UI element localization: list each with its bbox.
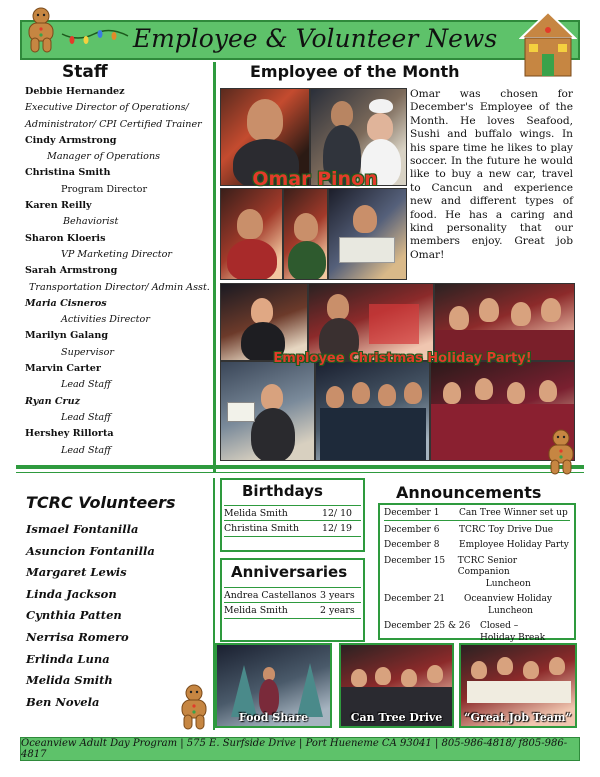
announcement-date: December 21 <box>384 594 446 604</box>
birthdays-heading: Birthdays <box>242 482 323 500</box>
staff-list <box>25 84 210 459</box>
table-row <box>224 587 361 603</box>
volunteer-name: Linda Jackson <box>26 586 117 601</box>
staff-name: Maria Cisneros <box>25 297 107 309</box>
party-photo <box>315 361 430 461</box>
employee-of-month-heading: Employee of the Month <box>250 62 460 81</box>
table-row <box>224 505 361 521</box>
staff-role: Transportation Director/ Admin Asst. <box>29 281 210 293</box>
announcement-date: December 8 <box>384 540 440 550</box>
announcement-event: TCRC Senior Companion <box>457 555 518 577</box>
staff-name: Marilyn Galang <box>25 330 109 342</box>
staff-role: Executive Director of Operations/ <box>25 102 189 114</box>
staff-name: Sarah Armstrong <box>25 265 118 277</box>
party-photo <box>220 283 308 361</box>
section-divider-thin <box>16 472 584 473</box>
birthday-date: 12/ 19 <box>322 523 352 534</box>
staff-role: Activities Director <box>61 314 150 326</box>
announcement-event-cont: Holiday Break <box>480 632 546 643</box>
volunteer-name: Asuncion Fontanilla <box>26 543 155 558</box>
anniversary-name: Andrea Castellanos <box>224 589 317 601</box>
announcement-event: TCRC Toy Drive Due <box>459 524 554 535</box>
omar-restaurant-photo <box>220 188 283 280</box>
announcement-date: December 1 <box>384 508 440 518</box>
party-photo-caption: Employee Christmas Holiday Party! <box>273 351 532 366</box>
omar-dining-photo <box>283 188 328 280</box>
footer-contact-text: Oceanview Adult Day Program | 575 E. Surfside Drive | Port Hueneme CA 93041 | 805-986-4818/ f805-986-4817 <box>21 738 568 760</box>
volunteer-name: Ben Novela <box>26 694 100 709</box>
staff-role: Supervisor <box>61 346 114 358</box>
employee-of-month-text: Omar was chosen for December's Employee of the Month. He loves Seafood, Sushi and buffalo wings. In his spare time he likes to play soccer. In the future he would like to buy a new car, travel to Cancun and experience new and different types of food. He has a caring and kind personality that our members enjoy. Great job Omar! <box>410 88 573 261</box>
anniversary-years: 2 years <box>320 605 355 616</box>
staff-name: Hershey Rillorta <box>25 428 114 440</box>
staff-name: Sharon Kloeris <box>25 232 106 244</box>
announcement-row <box>384 594 570 617</box>
staff-name: Debbie Hernandez <box>25 86 125 97</box>
staff-name: Marvin Carter <box>25 363 101 375</box>
announcement-date: December 25 & 26 <box>384 621 471 631</box>
staff-role: VP Marketing Director <box>61 248 172 260</box>
announcement-event-cont: Luncheon <box>485 578 531 589</box>
staff-heading: Staff <box>62 62 108 82</box>
announcements-heading: Announcements <box>396 483 542 502</box>
anniversary-name: Melida Smith <box>224 605 288 616</box>
volunteer-name: Cynthia Patten <box>26 608 122 623</box>
announcement-date: December 15 <box>384 555 446 566</box>
anniversaries-heading: Anniversaries <box>231 563 348 581</box>
gingerbread-man-icon <box>22 6 60 54</box>
birthday-name: Melida Smith <box>224 507 288 519</box>
gingerbread-house-icon <box>519 10 577 78</box>
table-row <box>224 521 361 537</box>
great-job-team-caption: “Great Job Team” <box>464 711 572 724</box>
staff-role: Lead Staff <box>61 444 111 456</box>
announcement-row <box>384 540 570 552</box>
birthday-date: 12/ 10 <box>322 507 352 519</box>
can-tree-drive-caption: Can Tree Drive <box>350 711 443 724</box>
announcement-date: December 6 <box>384 524 440 535</box>
volunteer-name: Margaret Lewis <box>26 565 127 580</box>
party-photo <box>434 283 575 361</box>
volunteer-name: Nerrisa Romero <box>26 629 129 644</box>
omar-certificate-photo <box>328 188 407 280</box>
staff-role: Administrator/ CPI Certified Trainer <box>25 118 202 130</box>
announcement-event: Can Tree Winner set up <box>459 508 568 518</box>
table-row <box>224 603 361 619</box>
section-divider <box>16 465 584 469</box>
announcement-row <box>384 556 570 591</box>
staff-name: Cindy Armstrong <box>25 134 117 146</box>
anniversary-years: 3 years <box>320 589 355 601</box>
announcement-row <box>384 621 570 644</box>
volunteers-heading: TCRC Volunteers <box>26 493 176 512</box>
food-share-caption: Food Share <box>238 711 309 724</box>
party-photo <box>308 283 434 361</box>
footer-bar <box>20 737 580 761</box>
staff-role: Lead Staff <box>61 379 111 391</box>
announcement-row <box>384 525 570 537</box>
gingerbread-man-icon <box>542 428 580 476</box>
birthdays-table <box>224 505 361 537</box>
column-divider <box>213 62 216 472</box>
announcement-row <box>384 508 570 521</box>
anniversaries-table <box>224 587 361 619</box>
birthday-name: Christina Smith <box>224 523 299 534</box>
omar-photo-caption: Omar Pinon <box>252 168 378 190</box>
staff-name: Christina Smith <box>25 167 111 179</box>
announcement-event: Employee Holiday Party <box>459 540 569 550</box>
newsletter-title: Employee & Volunteer News <box>132 24 498 53</box>
volunteer-name: Erlinda Luna <box>26 651 110 666</box>
announcement-event: Closed – <box>480 621 519 631</box>
party-photo <box>220 361 315 461</box>
announcements-box <box>378 503 576 643</box>
staff-name: Ryan Cruz <box>25 395 81 407</box>
volunteer-name: Ismael Fontanilla <box>26 522 139 536</box>
staff-role: Manager of Operations <box>47 151 161 163</box>
staff-name: Karen Reilly <box>25 200 92 212</box>
staff-role: Lead Staff <box>61 411 111 423</box>
gingerbread-man-icon <box>175 683 213 731</box>
volunteer-name: Melida Smith <box>26 673 113 688</box>
announcement-event: Oceanview Holiday <box>464 594 552 604</box>
announcement-event-cont: Luncheon <box>488 605 533 616</box>
staff-role: Behaviorist <box>63 216 119 228</box>
staff-role: Program Director <box>61 183 148 195</box>
